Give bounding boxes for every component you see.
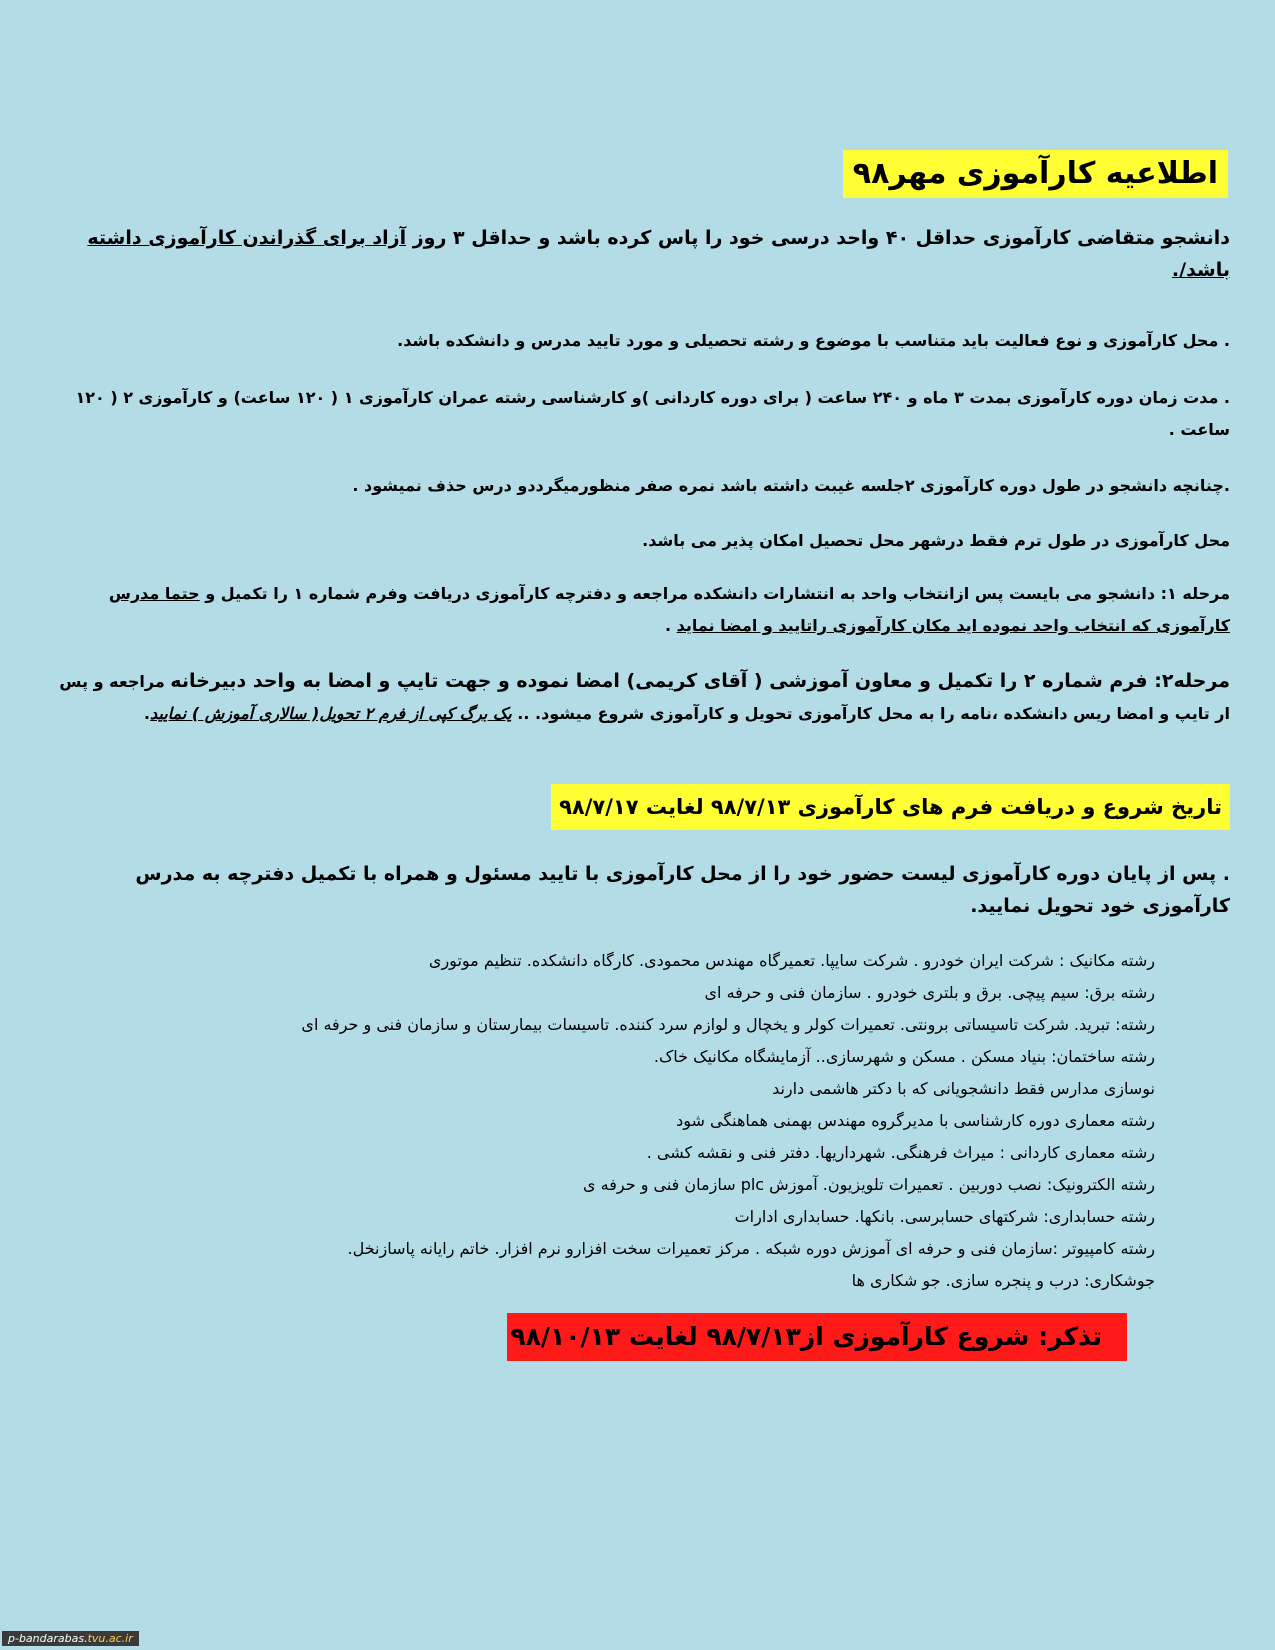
duration-paragraph: . مدت زمان دوره کارآموزی بمدت ۳ ماه و ۲۴۰ ساعت ( برای دوره کاردانی )و کارشناسی رشته عمران کارآموزی ۱ ( ۱۲۰ ساعت) و کارآموزی ۲ ( ۱۲۰ ساعت . [75, 388, 1230, 439]
footer-prefix: p-bandarabas. [8, 1632, 88, 1645]
footer-domain: tvu.ac.ir [87, 1632, 133, 1645]
date-banner: تاریخ شروع و دریافت فرم های کارآموزی ۹۸/۷/۱۳ لغایت ۹۸/۷/۱۷ [551, 784, 1230, 830]
list-item: رشته: تبرید. شرکت تاسیساتی برونتی. تعمیرات کولر و یخچال و لوازم سرد کننده. تاسیسات بیمارستان و سازمان فنی و حرفه ای [301, 1015, 1155, 1034]
list-item: رشته مکانیک : شرکت ایران خودرو . شرکت سایپا. تعمیرگاه مهندس محمودی. کارگاه دانشکده. تنظیم موتوری [428, 951, 1155, 970]
minimum-units-text: دانشجو متقاضی کارآموزی حداقل ۴۰ واحد درسی خود را پاس کرده باشد و حداقل ۳ روز [406, 227, 1230, 249]
list-item: رشته معماری دوره کارشناسی با مدیرگروه مهندس بهمنی هماهنگی شود [676, 1111, 1155, 1130]
step1-text: مرحله ۱: دانشجو می بایست پس ازانتخاب واحد به انتشارات دانشکده مراجعه و دفترچه کارآموزی دریافت وفرم شماره ۱ را تکمیل و [199, 584, 1230, 603]
list-item: رشته الکترونیک: نصب دوربین . تعمیرات تلویزیون. آموزش plc سازمان فنی و حرفه ی [583, 1175, 1155, 1194]
step1-paragraph [45, 578, 1230, 642]
step2-end: . [143, 704, 150, 723]
location-rule-paragraph: . محل کارآموزی و نوع فعالیت باید متناسب با موضوع و رشته تحصیلی و مورد تایید مدرس و دانشکده باشد. [397, 331, 1230, 350]
list-item: رشته حسابداری: شرکتهای حسابرسی. بانکها. حسابداری ادارات [734, 1207, 1155, 1226]
list-item: جوشکاری: درب و پنجره سازی. جو شکاری ها [851, 1271, 1155, 1290]
step1-end: . [664, 616, 677, 635]
fields-list [35, 945, 1155, 1297]
minimum-units-underlined: آزاد برای گذراندن کارآموزی داشته باشد/. [87, 227, 1230, 281]
list-item: رشته برق: سیم پیچی. برق و بلتری خودرو . سازمان فنی و حرفه ای [704, 983, 1155, 1002]
list-item: نوسازی مدارس فقط دانشجویانی که با دکتر هاشمی دارند [772, 1079, 1155, 1098]
step2-text: مراجعه و پس ار تایپ و امضا ریس دانشکده ،نامه را به محل کارآموزی تحویل و کارآموزی شروع میشود. .. [59, 672, 1230, 723]
attendance-paragraph: . پس از پایان دوره کارآموزی لیست حضور خود را از محل کارآموزی با تایید مسئول و همراه با تکمیل دفترچه به مدرس کارآموزی خود تحویل نمایید. [135, 863, 1230, 917]
step2-heading: مرحله۲: فرم شماره ۲ را تکمیل و معاون آموزشی ( آقای کریمی) امضا نموده و جهت تایپ و امضا به واحد دبیرخانه [170, 670, 1230, 692]
step2-paragraph [45, 665, 1230, 730]
city-paragraph: محل کارآموزی در طول ترم فقط درشهر محل تحصیل امکان پذیر می باشد. [642, 531, 1230, 550]
reminder-banner: تذکر: شروع کارآموزی از۹۸/۷/۱۳ لغایت ۹۸/۱۰/۱۳ [507, 1313, 1127, 1361]
list-item: رشته ساختمان: بنیاد مسکن . مسکن و شهرسازی.. آزمایشگاه مکانیک خاک. [653, 1047, 1155, 1066]
absence-paragraph: .چنانچه دانشجو در طول دوره کارآموزی ۲جلسه غیبت داشته باشد نمره صفر منظورمیگرددو درس حذف نمیشود . [352, 476, 1230, 495]
page-title: اطلاعیه کارآموزی مهر۹۸ [843, 150, 1228, 198]
minimum-units-paragraph [45, 222, 1230, 286]
site-footer-link[interactable] [2, 1631, 139, 1646]
list-item: رشته معماری کاردانی : میراث فرهنگی. شهرداریها. دفتر فنی و نقشه کشی . [646, 1143, 1155, 1162]
list-item: رشته کامپیوتر :سازمان فنی و حرفه ای آموزش دوره شبکه . مرکز تعمیرات سخت افزارو نرم افزار. خاتم رایانه پاسازنخل. [347, 1239, 1155, 1258]
step1-underlined: حتما مدرس کارآموزی که انتخاب واحد نموده اید مکان کارآموزی راتایید و امضا نماید [108, 584, 1230, 635]
step2-underlined: یک برگ کپی از فرم ۲ تحویل( سالاری آموزش ) نمایید [149, 704, 512, 723]
